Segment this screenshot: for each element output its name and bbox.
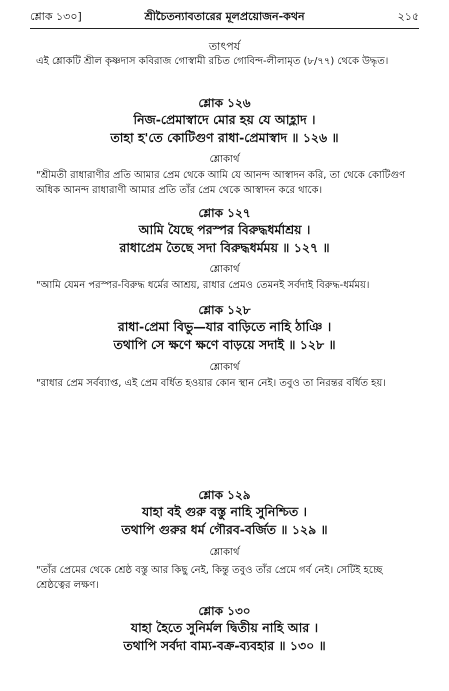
header-chapter-title: শ্রীচৈতন্যাবতারের মূলপ্রয়োজন-কথন xyxy=(144,10,305,23)
verse-number: শ্লোক ১২৯ xyxy=(198,488,251,502)
translation-text: "শ্রীমতী রাধারাণীর প্রতি আমার প্রেম থেকে আমি যে আনন্দ আস্বাদন করি, তা থেকে কোটিগুণ অধিক আনন্দ রাধারাণী আমার প্রতি তাঁর প্রেম থেকে আস্বাদন করে থাকে। xyxy=(36,170,406,196)
translation-heading: শ্লোকার্থ xyxy=(209,154,240,165)
verse-block xyxy=(0,603,449,655)
verse-line: যাহা বই গুরু বস্তু নাহি সুনিশ্চিত । xyxy=(141,504,308,519)
page-number: ২১৫ xyxy=(397,10,419,23)
verse-line: নিজ-প্রেমাস্বাদে মোর হয় যে আহ্লাদ । xyxy=(133,112,316,127)
translation-heading: শ্লোকার্থ xyxy=(209,547,240,558)
verse-block xyxy=(0,95,449,147)
running-header xyxy=(30,8,419,26)
verse-line: তাহা হ'তে কোটিগুণ রাধা-প্রেমাস্বাদ ॥ ১২৬ ॥ xyxy=(110,130,339,145)
translation-heading: শ্লোকার্থ xyxy=(209,264,240,275)
translation-text: "তাঁর প্রেমের থেকে শ্রেষ্ঠ বস্তু আর কিছু নেই, কিন্তু তবুও তাঁর প্রেমে গর্ব নেই। সেটিই হচ্ছে শ্রেষ্ঠত্বের লক্ষণ। xyxy=(36,565,383,591)
verse-line: যাহা হৈতে সুনির্মল দ্বিতীয় নাহি আর । xyxy=(130,620,319,635)
verse-line: রাধাপ্রেম তৈছে সদা বিরুদ্ধধর্মময় ॥ ১২৭ ॥ xyxy=(119,240,330,255)
verse-line: তথাপি গুরুর ধর্ম গৌরব-বর্জিত ॥ ১২৯ ॥ xyxy=(121,522,328,537)
translation-text: "রাধার প্রেম সর্বব্যাপ্ত, এই প্রেম বর্ধিত হওয়ার কোন স্থান নেই। তবুও তা নিরন্তর বর্ধিত হয়। xyxy=(36,378,386,389)
translation-text: "আমি যেমন পরস্পর-বিরুদ্ধ ধর্মের আশ্রয়, রাধার প্রেমও তেমনই সর্বদাই বিরুদ্ধ-ধর্মময়। xyxy=(36,280,370,291)
translation-heading: শ্লোকার্থ xyxy=(209,362,240,373)
verse-number: শ্লোক ১২৬ xyxy=(198,96,251,110)
header-rule xyxy=(30,28,419,29)
verse-number: শ্লোক ১২৮ xyxy=(198,303,251,317)
purport-heading: তাৎপর্য xyxy=(208,40,241,53)
verse-line: তথাপি সে ক্ষণে ক্ষণে বাড়য়ে সদাই ॥ ১২৮ ॥ xyxy=(113,337,336,352)
verse-line: রাধা-প্রেমা বিভু—যার বাড়িতে নাহি ঠাঞি । xyxy=(117,319,332,334)
verse-number: শ্লোক ১৩০ xyxy=(198,604,251,618)
verse-number: শ্লোক ১২৭ xyxy=(198,206,251,220)
purport-text: এই শ্লোকটি শ্রীল কৃষ্ণদাস কবিরাজ গোস্বামী রচিত গোবিন্দ-লীলামৃত (৮/৭৭) থেকে উদ্ধৃত। xyxy=(36,56,389,67)
verse-line: আমি যৈছে পরস্পর বিরুদ্ধধর্মাশ্রয় । xyxy=(138,222,311,237)
verse-line: তথাপি সর্বদা বাম্য-বক্র-ব্যবহার ॥ ১৩০ ॥ xyxy=(123,638,326,653)
verse-block xyxy=(0,302,449,354)
verse-block xyxy=(0,487,449,539)
verse-block xyxy=(0,205,449,257)
header-verse-ref: শ্লোক ১৩০] xyxy=(30,10,82,23)
